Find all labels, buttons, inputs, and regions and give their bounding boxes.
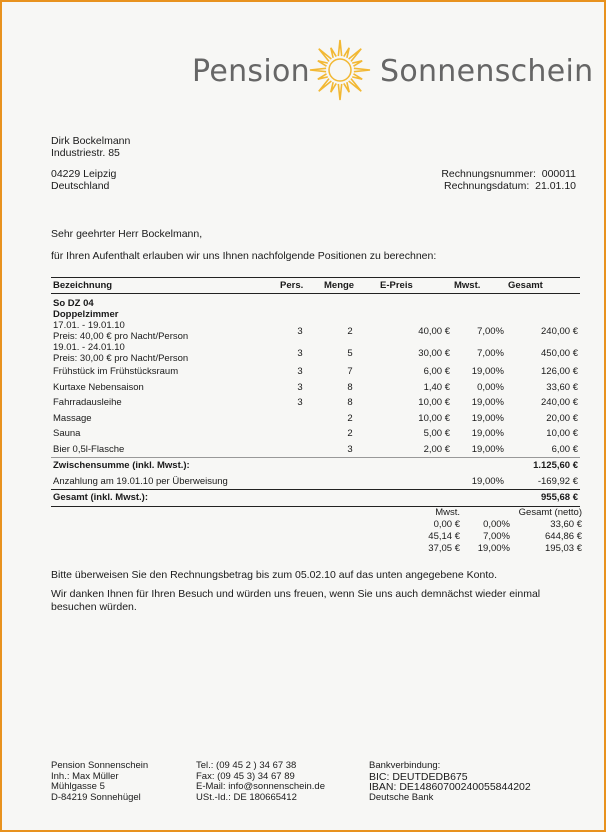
row-quantity: 3 (322, 442, 378, 458)
logo (192, 36, 594, 100)
row-description (51, 411, 278, 427)
footer-company (51, 761, 148, 803)
invoice-date: 21.01.10 (535, 180, 576, 192)
footer-company-name: Pension Sonnenschein (51, 760, 149, 771)
row-unit-price: 10,00 € (418, 397, 450, 409)
row-description-line: 17.01. - 19.01.10 (53, 320, 125, 331)
sun-ray (310, 68, 326, 71)
row-description-line: Frühstück im Frühstücksraum (53, 366, 179, 378)
row-unit-price: 10,00 € (418, 412, 450, 424)
row-vat: 7,00% (477, 325, 504, 337)
tax-header-row (402, 506, 584, 518)
row-vat: 19,00% (452, 442, 506, 458)
row-quantity: 5 (347, 347, 353, 359)
table-row (51, 411, 580, 427)
invoice-number-label: Rechnungsnummer: (441, 168, 536, 180)
tax-net: 644,86 € (545, 530, 582, 542)
row-vat: 19,00% (471, 397, 504, 409)
row-quantity: 8 (347, 381, 353, 393)
sun-ray (318, 61, 328, 66)
footer-fax: Fax: (09 45 3) 34 67 89 (196, 770, 295, 782)
recipient-city: 04229 Leipzig (51, 168, 117, 180)
items-table (51, 277, 580, 507)
footer-iban: IBAN: DE14860700240055844202 (369, 781, 531, 793)
row-description (51, 320, 278, 342)
row-quantity: 8 (347, 397, 353, 409)
header-unit-price: E-Preis (378, 278, 452, 294)
recipient-city-block (51, 168, 116, 192)
row-persons: 3 (297, 381, 303, 393)
tax-header-net: Gesamt (netto) (518, 506, 582, 518)
table-row (51, 395, 580, 411)
row-unit-price: 40,00 € (418, 325, 450, 337)
tax-row (402, 542, 584, 554)
row-total: 33,60 € (546, 381, 578, 393)
deposit-label: Anzahlung am 19.01.10 per Überweisung (53, 475, 228, 487)
footer-vat-id: USt.-Id.: DE 180665412 (196, 791, 297, 803)
sun-ray (319, 49, 332, 62)
row-unit-price: 5,00 € (423, 428, 450, 440)
row-description-line: Bier 0,5l-Flasche (53, 443, 125, 455)
total-value: 955,68 € (506, 490, 580, 507)
logo-text-left: Pension (192, 54, 310, 89)
row-description (51, 426, 278, 442)
sun-ray (354, 68, 370, 71)
row-description (51, 380, 278, 396)
tax-vat-amount: 0,00 € (433, 518, 460, 530)
deposit-vat: 19,00% (471, 475, 504, 487)
tax-rate: 0,00% (483, 518, 510, 530)
logo-text-right: Sonnenschein (380, 54, 594, 89)
row-description-line: Fahrradausleihe (53, 397, 122, 409)
row-total: 450,00 € (541, 347, 578, 359)
invoice-meta (441, 168, 576, 192)
row-description-line: Kurtaxe Nebensaison (53, 381, 144, 393)
room-title: So DZ 04 (53, 298, 94, 309)
sun-ray (352, 61, 362, 66)
sun-ray (338, 40, 341, 56)
tax-net: 33,60 € (550, 518, 582, 530)
total-label: Gesamt (inkl. Mwst.): (51, 490, 506, 507)
sun-ray (331, 48, 336, 58)
subtotal-value: 1.125,60 € (506, 458, 580, 474)
row-unit-price: 1,40 € (423, 381, 450, 393)
recipient-address (51, 135, 130, 159)
footer-owner: Inh.: Max Müller (51, 770, 119, 782)
row-description (51, 442, 278, 458)
row-description-line: Sauna (53, 428, 81, 440)
table-row (51, 364, 580, 380)
row-total: 240,00 € (541, 397, 578, 409)
row-description (51, 395, 278, 411)
row-vat: 19,00% (471, 412, 504, 424)
tax-summary-table (402, 506, 584, 554)
tax-header-vat: Mwst. (435, 506, 460, 518)
footer-phone: Tel.: (09 45 2 ) 34 67 38 (196, 760, 297, 771)
row-description-line: Preis: 40,00 € pro Nacht/Person (53, 331, 189, 342)
row-persons (278, 442, 322, 458)
recipient-street: Industriestr. 85 (51, 147, 120, 159)
header-vat: Mwst. (452, 278, 506, 294)
row-unit-price: 30,00 € (418, 347, 450, 359)
header-description: Bezeichnung (51, 278, 278, 294)
row-quantity: 7 (347, 366, 353, 378)
tax-net: 195,03 € (545, 542, 582, 554)
row-total: 20,00 € (546, 412, 578, 424)
sun-ray (344, 48, 349, 58)
row-vat: 0,00% (477, 381, 504, 393)
sun-ray (344, 82, 349, 92)
row-total: 6,00 € (506, 442, 580, 458)
footer-bank-name: Deutsche Bank (369, 791, 434, 803)
recipient-name: Dirk Bockelmann (51, 135, 131, 147)
row-total: 10,00 € (546, 428, 578, 440)
row-total: 126,00 € (541, 366, 578, 378)
salutation: Sehr geehrter Herr Bockelmann, (51, 228, 203, 240)
row-quantity: 2 (347, 412, 353, 424)
row-vat: 19,00% (471, 428, 504, 440)
row-persons: 3 (297, 397, 303, 409)
intro-text: für Ihren Aufenthalt erlauben wir uns Ihnen nachfolgende Positionen zu berechnen: (51, 250, 437, 262)
header-total: Gesamt (506, 278, 580, 294)
header-quantity: Menge (322, 278, 378, 294)
total-row (51, 490, 580, 507)
sun-ray (349, 79, 362, 92)
room-header-row (51, 294, 580, 321)
deposit-value: -169,92 € (537, 475, 578, 487)
table-row (51, 426, 580, 442)
row-persons: 3 (297, 347, 303, 359)
subtotal-row (51, 458, 580, 474)
room-name: Doppelzimmer (53, 309, 119, 320)
sun-ray (338, 84, 341, 100)
tax-header-rate (462, 506, 512, 518)
row-quantity: 2 (347, 428, 353, 440)
subtotal-label: Zwischensumme (inkl. Mwst.): (51, 458, 506, 474)
deposit-row (51, 474, 580, 490)
row-description-line: Massage (53, 412, 92, 424)
payment-note: Bitte überweisen Sie den Rechnungsbetrag bis zum 05.02.10 auf das unten angegebene Konto. (51, 569, 497, 581)
footer-email: E-Mail: info@sonnenschein.de (196, 781, 325, 792)
sun-ray (318, 74, 328, 79)
sun-icon (308, 38, 372, 102)
row-unit-price: 2,00 € (378, 442, 452, 458)
sun-ray (352, 74, 362, 79)
row-persons (278, 411, 322, 427)
sun-ray (349, 49, 362, 62)
footer-bank (369, 761, 531, 803)
header-persons: Pers. (278, 278, 322, 294)
footer-bic: BIC: DEUTDEDB675 (369, 770, 468, 783)
footer-city: D-84219 Sonnehügel (51, 791, 141, 803)
table-row (51, 320, 580, 342)
tax-row (402, 530, 584, 542)
table-row (51, 380, 580, 396)
sun-ray (319, 79, 332, 92)
tax-vat-amount: 37,05 € (428, 542, 460, 554)
thanks-note: Wir danken Ihnen für Ihren Besuch und würden uns freuen, wenn Sie uns auch demnächst wieder einmal besuchen würden. (51, 588, 541, 613)
recipient-country: Deutschland (51, 180, 110, 192)
row-vat: 19,00% (471, 366, 504, 378)
invoice-number: 000011 (541, 168, 576, 180)
table-row (51, 442, 580, 458)
row-quantity: 2 (347, 325, 353, 337)
tax-rate: 19,00% (477, 542, 510, 554)
table-row (51, 342, 580, 364)
invoice-date-label: Rechnungsdatum: (444, 180, 530, 192)
row-description-line: Preis: 30,00 € pro Nacht/Person (53, 353, 189, 364)
sun-ray (331, 82, 336, 92)
row-description-line: 19.01. - 24.01.10 (53, 342, 125, 353)
row-total: 240,00 € (541, 325, 578, 337)
row-unit-price: 6,00 € (423, 366, 450, 378)
footer-contact (196, 761, 325, 803)
footer-bank-label: Bankverbindung: (369, 760, 441, 771)
row-persons (278, 426, 322, 442)
tax-rate: 7,00% (483, 530, 510, 542)
footer-street: Mühlgasse 5 (51, 781, 105, 792)
table-header-row (51, 278, 580, 294)
row-persons: 3 (297, 325, 303, 337)
row-vat: 7,00% (477, 347, 504, 359)
tax-row (402, 518, 584, 530)
row-persons: 3 (297, 366, 303, 378)
tax-vat-amount: 45,14 € (428, 530, 460, 542)
row-description (51, 364, 278, 380)
row-description (51, 342, 278, 364)
